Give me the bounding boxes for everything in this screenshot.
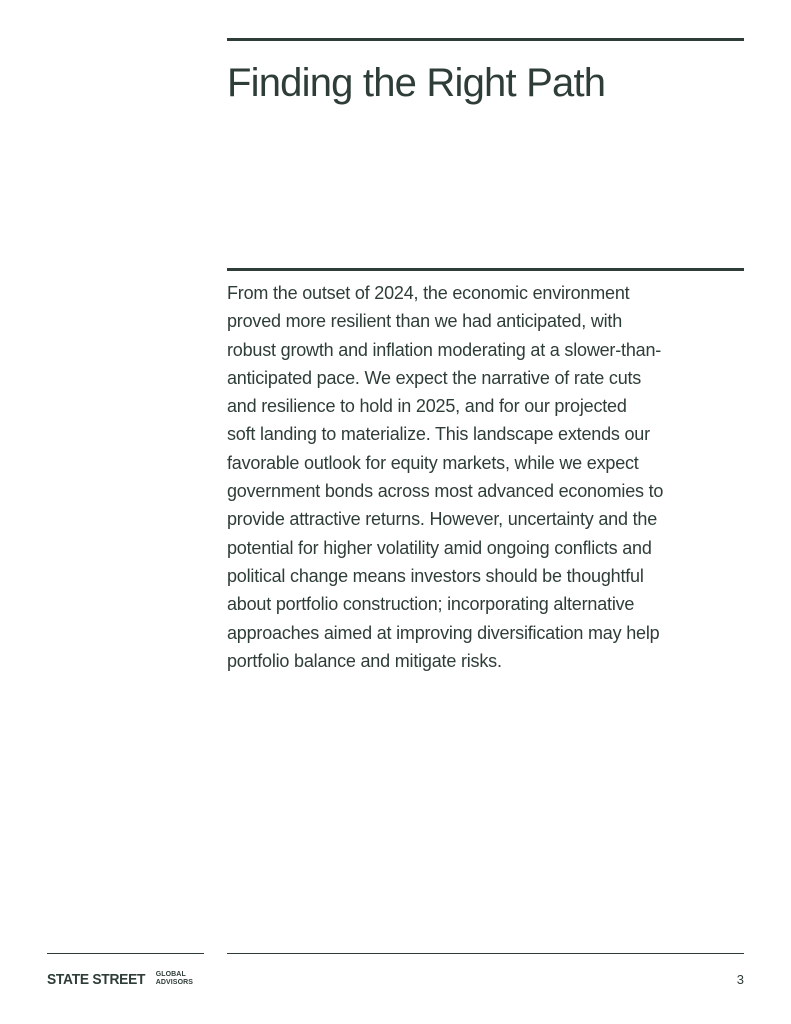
body-line: and resilience to hold in 2025, and for our projected (227, 396, 627, 417)
page-title: Finding the Right Path (227, 61, 606, 105)
logo-subtitle (156, 971, 193, 987)
footer-right-rule (227, 953, 744, 954)
body-line: government bonds across most advanced economies to (227, 481, 664, 502)
body-paragraph (227, 279, 742, 675)
page-number: 3 (736, 972, 744, 987)
body-line: approaches aimed at improving diversification may help (227, 622, 660, 643)
body-line: From the outset of 2024, the economic environment (227, 283, 630, 303)
body-top-rule (227, 268, 744, 271)
body-line: robust growth and inflation moderating at a slower-than- (227, 339, 662, 360)
body-line: portfolio balance and mitigate risks. (227, 650, 502, 671)
body-line: about portfolio construction; incorporating alternative (227, 594, 635, 615)
logo-subtitle-line: GLOBAL (155, 971, 186, 978)
logo-subtitle-line: ADVISORS (155, 979, 194, 986)
body-line: favorable outlook for equity markets, while we expect (227, 452, 639, 473)
body-line: soft landing to materialize. This landscape extends our (227, 424, 650, 445)
body-line: proved more resilient than we had anticipated, with (227, 311, 623, 332)
body-line: anticipated pace. We expect the narrative of rate cuts (227, 367, 642, 388)
logo-wordmark: STATE STREET (47, 970, 146, 988)
body-line: potential for higher volatility amid ongoing conflicts and (227, 537, 652, 558)
state-street-logo (47, 969, 193, 989)
title-top-rule (227, 38, 744, 41)
body-line: political change means investors should be thoughtful (227, 565, 644, 586)
footer-left-rule (47, 953, 204, 954)
body-line: provide attractive returns. However, uncertainty and the (227, 509, 658, 530)
